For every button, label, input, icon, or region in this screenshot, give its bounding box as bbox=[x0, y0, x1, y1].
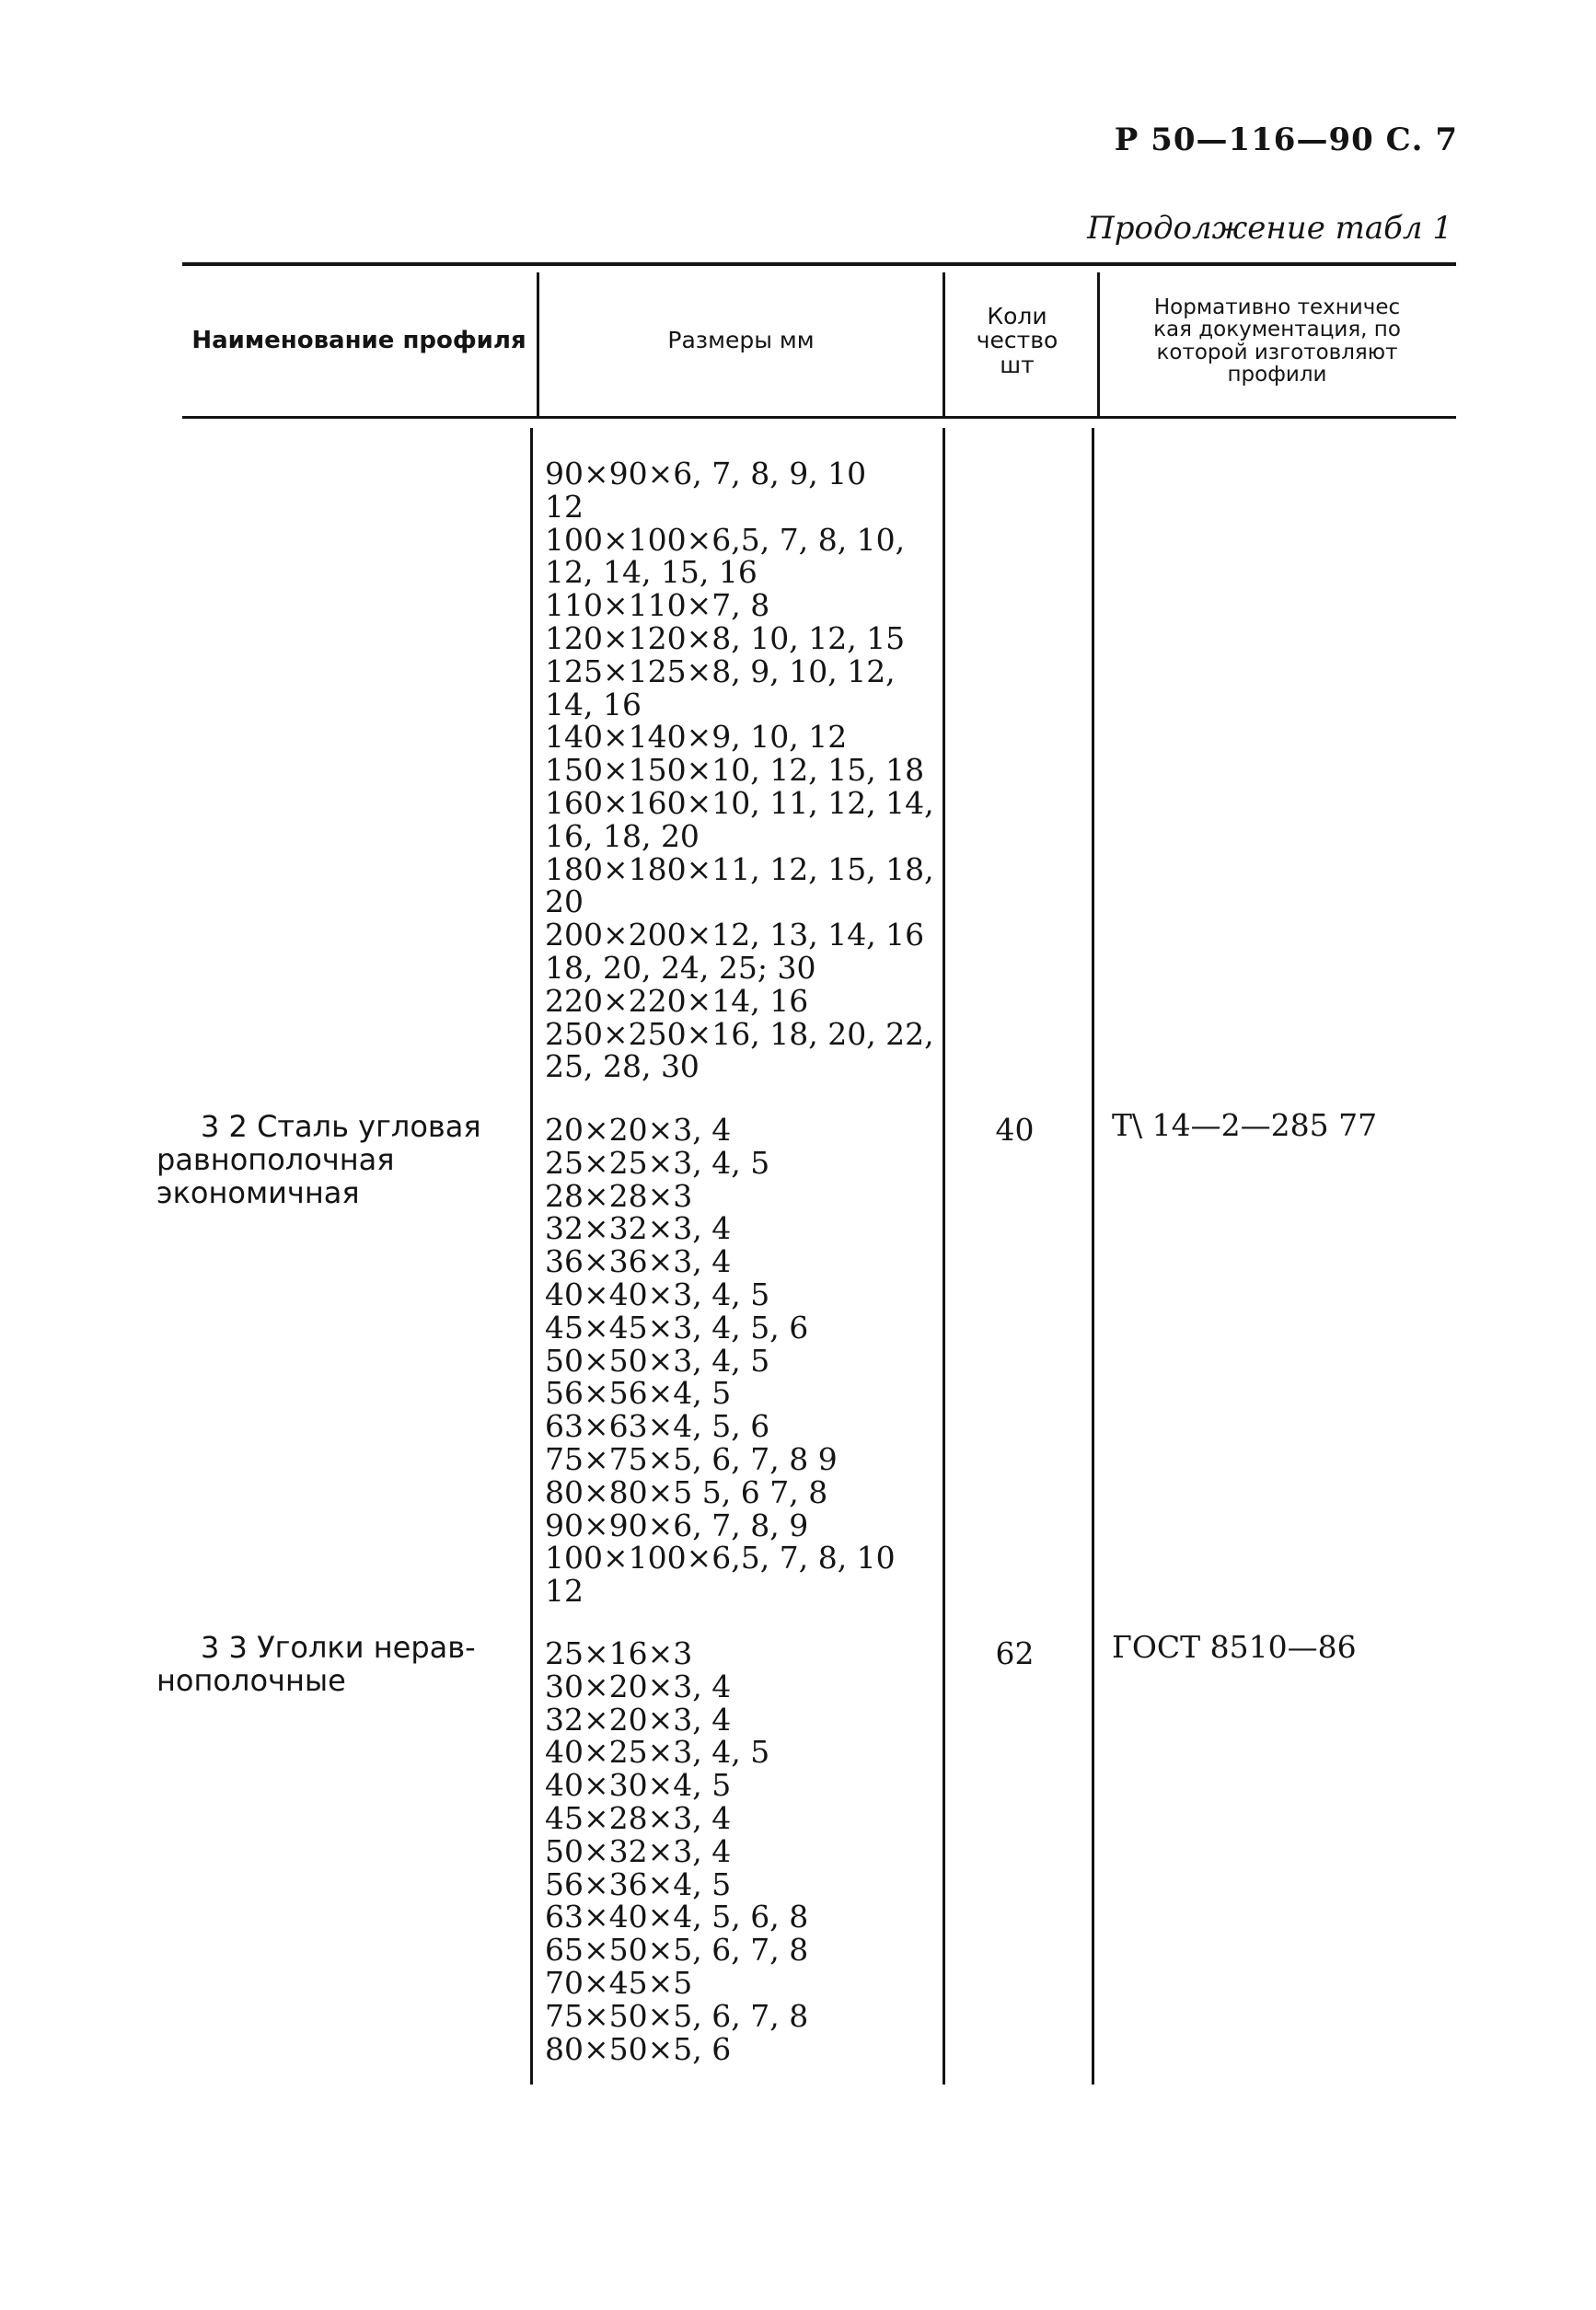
size-line: 75×75×5, 6, 7, 8 9 bbox=[545, 1440, 838, 1477]
header-sizes-text: Размеры мм bbox=[667, 327, 815, 354]
size-line: 220×220×14, 16 bbox=[545, 982, 809, 1019]
size-line: 100×100×6,5, 7, 8, 10 bbox=[545, 1540, 896, 1577]
document-cell: Т\ 14—2—285 77 bbox=[1112, 1107, 1378, 1143]
size-line: 12, 14, 15, 16 bbox=[545, 554, 758, 591]
size-line: 45×28×3, 4 bbox=[545, 1799, 732, 1836]
size-line: 63×40×4, 5, 6, 8 bbox=[545, 1899, 809, 1935]
size-line: 65×50×5, 6, 7, 8 bbox=[545, 1932, 809, 1969]
size-line: 100×100×6,5, 7, 8, 10, bbox=[545, 521, 906, 558]
profile-name-line: нополочные bbox=[156, 1663, 346, 1698]
size-line: 63×63×4, 5, 6 bbox=[545, 1408, 770, 1445]
size-line: 14, 16 bbox=[545, 686, 642, 722]
sizes-cell bbox=[545, 457, 950, 1083]
size-line: 125×125×8, 9, 10, 12, bbox=[545, 653, 896, 689]
header-documentation bbox=[1100, 266, 1454, 416]
profile-name bbox=[156, 1110, 525, 1209]
size-line: 30×20×3, 4 bbox=[545, 1668, 732, 1704]
table-header-rule bbox=[182, 416, 1456, 419]
size-line: 50×32×3, 4 bbox=[545, 1832, 732, 1869]
size-line: 56×36×4, 5 bbox=[545, 1865, 732, 1902]
size-line: 32×32×3, 4 bbox=[545, 1210, 732, 1247]
size-line: 80×50×5, 6 bbox=[545, 2030, 732, 2067]
size-line: 28×28×3 bbox=[545, 1177, 693, 1214]
size-line: 75×50×5, 6, 7, 8 bbox=[545, 1997, 809, 2034]
size-line: 25×25×3, 4, 5 bbox=[545, 1144, 770, 1181]
size-line: 36×36×3, 4 bbox=[545, 1243, 732, 1280]
quantity-cell: 40 bbox=[995, 1112, 1035, 1148]
header-documentation-text: Нормативно техничес кая документация, по которой изготовляют профили bbox=[1153, 295, 1401, 387]
document-cell: ГОСТ 8510—86 bbox=[1112, 1629, 1357, 1665]
size-line: 110×110×7, 8 bbox=[545, 587, 770, 624]
profile-name-line: равнополочная bbox=[156, 1142, 395, 1177]
header-sizes bbox=[543, 266, 939, 416]
size-line: 12 bbox=[545, 1573, 584, 1610]
size-line: 16, 18, 20 bbox=[545, 817, 700, 854]
size-line: 12 bbox=[545, 488, 584, 525]
header-name bbox=[184, 266, 534, 416]
size-line: 40×25×3, 4, 5 bbox=[545, 1734, 770, 1771]
profile-name bbox=[156, 1631, 525, 1697]
profile-name-line: 3 2 Сталь угловая bbox=[201, 1109, 481, 1144]
page-header: Р 50—116—90 С. 7 bbox=[1114, 121, 1458, 158]
size-line: 180×180×11, 12, 15, 18, bbox=[545, 850, 934, 887]
table-continuation-label: Продолжение табл 1 bbox=[1087, 210, 1452, 247]
size-line: 250×250×16, 18, 20, 22, bbox=[545, 1015, 934, 1052]
quantity-cell: 62 bbox=[995, 1635, 1035, 1671]
sizes-cell bbox=[545, 1114, 950, 1608]
size-line: 25, 28, 30 bbox=[545, 1048, 700, 1085]
size-line: 200×200×12, 13, 14, 16 bbox=[545, 917, 925, 953]
size-line: 56×56×4, 5 bbox=[545, 1375, 732, 1412]
size-line: 40×30×4, 5 bbox=[545, 1767, 732, 1804]
size-line: 45×45×3, 4, 5, 6 bbox=[545, 1309, 809, 1346]
size-line: 90×90×6, 7, 8, 9, 10 bbox=[545, 456, 867, 491]
size-line: 20×20×3, 4 bbox=[545, 1112, 732, 1148]
size-line: 32×20×3, 4 bbox=[545, 1701, 732, 1738]
size-line: 160×160×10, 11, 12, 14, bbox=[545, 784, 934, 821]
sizes-cell bbox=[545, 1637, 950, 2065]
size-line: 90×90×6, 7, 8, 9 bbox=[545, 1507, 809, 1543]
column-divider-1 bbox=[537, 272, 539, 416]
size-line: 18, 20, 24, 25; 30 bbox=[545, 949, 816, 986]
size-line: 80×80×5 5, 6 7, 8 bbox=[545, 1473, 828, 1510]
profile-name-line: 3 3 Уголки нерав- bbox=[201, 1630, 476, 1665]
column-divider-3-body bbox=[1092, 428, 1094, 2085]
header-name-text: Наименование профиля bbox=[191, 326, 526, 354]
size-line: 25×16×3 bbox=[545, 1635, 693, 1671]
size-line: 50×50×3, 4, 5 bbox=[545, 1342, 770, 1379]
size-line: 70×45×5 bbox=[545, 1964, 693, 2001]
size-line: 150×150×10, 12, 15, 18 bbox=[545, 752, 925, 789]
header-quantity bbox=[943, 266, 1091, 416]
column-divider-1-body bbox=[530, 428, 533, 2085]
size-line: 140×140×9, 10, 12 bbox=[545, 719, 848, 756]
size-line: 40×40×3, 4, 5 bbox=[545, 1276, 770, 1312]
profile-name-line: экономичная bbox=[156, 1175, 360, 1210]
size-line: 120×120×8, 10, 12, 15 bbox=[545, 619, 906, 656]
size-line: 20 bbox=[545, 884, 584, 920]
header-quantity-text: Коли чество шт bbox=[976, 303, 1058, 378]
